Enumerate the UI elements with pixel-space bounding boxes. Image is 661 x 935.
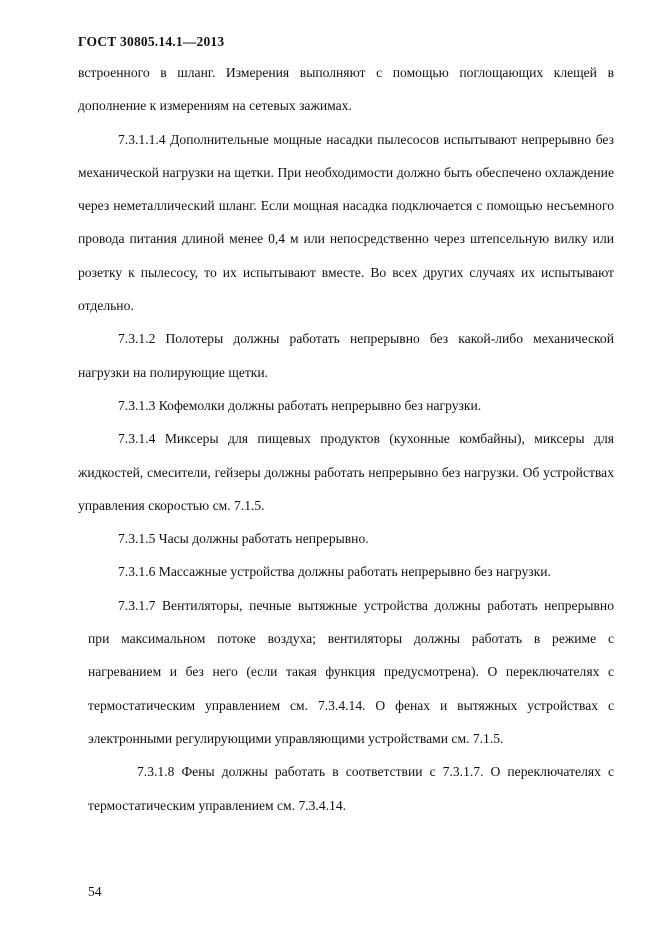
paragraph-7-3-1-6: 7.3.1.6 Массажные устройства должны работать непрерывно без нагрузки. bbox=[118, 564, 551, 580]
paragraph-7-3-1-3: 7.3.1.3 Кофемолки должны работать непрерывно без нагрузки. bbox=[118, 397, 482, 413]
paragraph-7-3-1-7: 7.3.1.7 Вентиляторы, печные вытяжные устройства должны работать непрерывно при максимальном потоке воздуха; вентиляторы должны работать в режиме с нагреванием и без него (если такая функция предусмотрена). О переключателях с термостатическим управлением см. 7.3.4.14. О фенах и вытяжных устройствах с электронными регулирующими управляющими устройствами см. 7.1.5. bbox=[88, 597, 614, 746]
paragraph-continuation: встроенного в шланг. Измерения выполняют с помощью поглощающих клещей в дополнение к измерениям на сетевых зажимах. bbox=[78, 65, 614, 114]
document-body bbox=[78, 56, 614, 822]
document-header: ГОСТ 30805.14.1—2013 bbox=[78, 34, 225, 49]
page-number: 54 bbox=[88, 884, 102, 899]
paragraph-7-3-1-5: 7.3.1.5 Часы должны работать непрерывно. bbox=[118, 531, 369, 547]
paragraph-7-3-1-8: 7.3.1.8 Фены должны работать в соответствии с 7.3.1.7. О переключателях с термостатическим управлением см. 7.3.4.14. bbox=[88, 764, 614, 813]
paragraph-7-3-1-4: 7.3.1.4 Миксеры для пищевых продуктов (кухонные комбайны), миксеры для жидкостей, смесители, гейзеры должны работать непрерывно без нагрузки. Об устройствах управления скоростью см. 7.1.5. bbox=[78, 431, 614, 513]
paragraph-7-3-1-1-4: 7.3.1.1.4 Дополнительные мощные насадки пылесосов испытывают непрерывно без механической нагрузки на щетки. При необходимости должно быть обеспечено охлаждение через неметаллический шланг. Если мощная насадка подключается с помощью несъемного провода питания длиной менее 0,4 м или непосредственно через штепсельную вилку или розетку к пылесосу, то их испытывают вместе. Во всех других случаях их испытывают отдельно. bbox=[78, 131, 614, 314]
paragraph-7-3-1-2: 7.3.1.2 Полотеры должны работать непрерывно без какой-либо механической нагрузки на полирующие щетки. bbox=[78, 331, 614, 380]
